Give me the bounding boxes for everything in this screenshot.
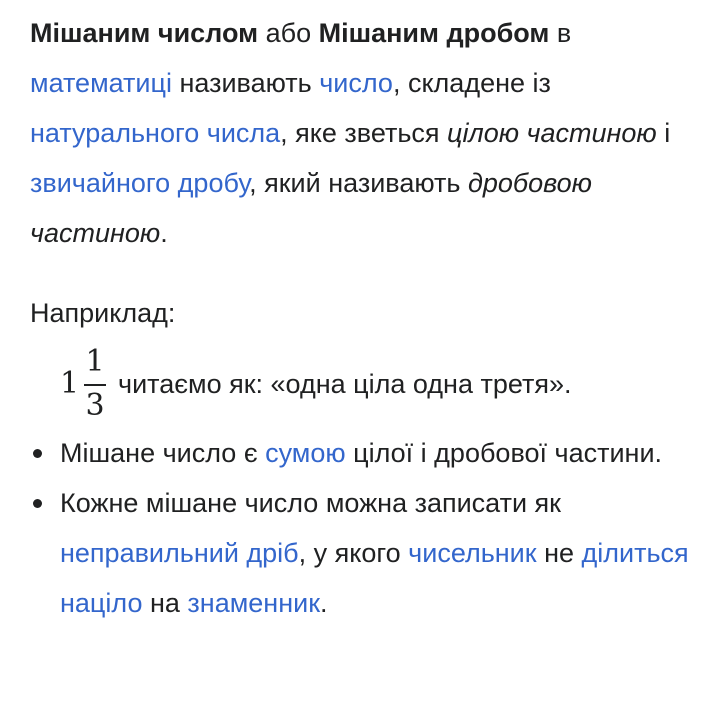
link-natural-number[interactable]: натурального числа (30, 118, 281, 148)
text-in: в (549, 18, 572, 48)
formula-whole-part: 1 (60, 366, 80, 401)
fraction-bar (84, 384, 106, 386)
formula-numerator: 1 (85, 344, 105, 379)
item2-text-by: на (142, 588, 188, 618)
text-called: називають (171, 68, 320, 98)
text-period: . (160, 218, 168, 248)
text-and: і (656, 118, 671, 148)
item2-text-start: Кожне мішане число можна записати як (60, 488, 561, 518)
link-number[interactable]: число (319, 68, 393, 98)
bullet-icon (33, 449, 42, 458)
text-which-called: , який називають (249, 168, 468, 198)
item1-text-end: цілої і дробової частини. (345, 438, 663, 468)
properties-list (30, 428, 700, 628)
link-improper-fraction[interactable]: неправильний дріб (60, 538, 299, 568)
bullet-icon (33, 499, 42, 508)
text-or: або (258, 18, 319, 48)
item2-text-not: не (536, 538, 582, 568)
term-mixed-number: Мішаним числом (30, 18, 259, 48)
link-denominator[interactable]: знаменник (187, 588, 321, 618)
link-sum[interactable]: сумою (265, 438, 346, 468)
item2-text-which: , у якого (298, 538, 409, 568)
text-which: , яке зветься (280, 118, 448, 148)
item2-text-period: . (320, 588, 328, 618)
list-item (30, 478, 700, 628)
article-content (30, 8, 700, 628)
link-numerator[interactable]: чисельник (408, 538, 537, 568)
link-common-fraction[interactable]: звичайного дробу (30, 168, 250, 198)
intro-paragraph (30, 8, 700, 258)
list-item (30, 428, 700, 478)
mixed-number-formula (60, 344, 108, 428)
paragraph-spacer (30, 258, 700, 288)
text-composed: , складене із (392, 68, 551, 98)
term-mixed-fraction: Мішаним дробом (318, 18, 550, 48)
mixed-number-example (30, 344, 700, 428)
italic-fractional-part: дробовою частиною (30, 168, 592, 248)
item1-text-start: Мішане число є (60, 438, 266, 468)
example-reading: читаємо як: «одна ціла одна третя». (118, 369, 572, 399)
formula-denominator: 3 (85, 388, 105, 423)
link-mathematics[interactable]: математиці (30, 68, 172, 98)
example-label: Наприклад: (30, 298, 176, 328)
italic-whole-part: цілою частиною (447, 118, 657, 148)
link-divisible[interactable]: ділиться націло (60, 538, 689, 618)
